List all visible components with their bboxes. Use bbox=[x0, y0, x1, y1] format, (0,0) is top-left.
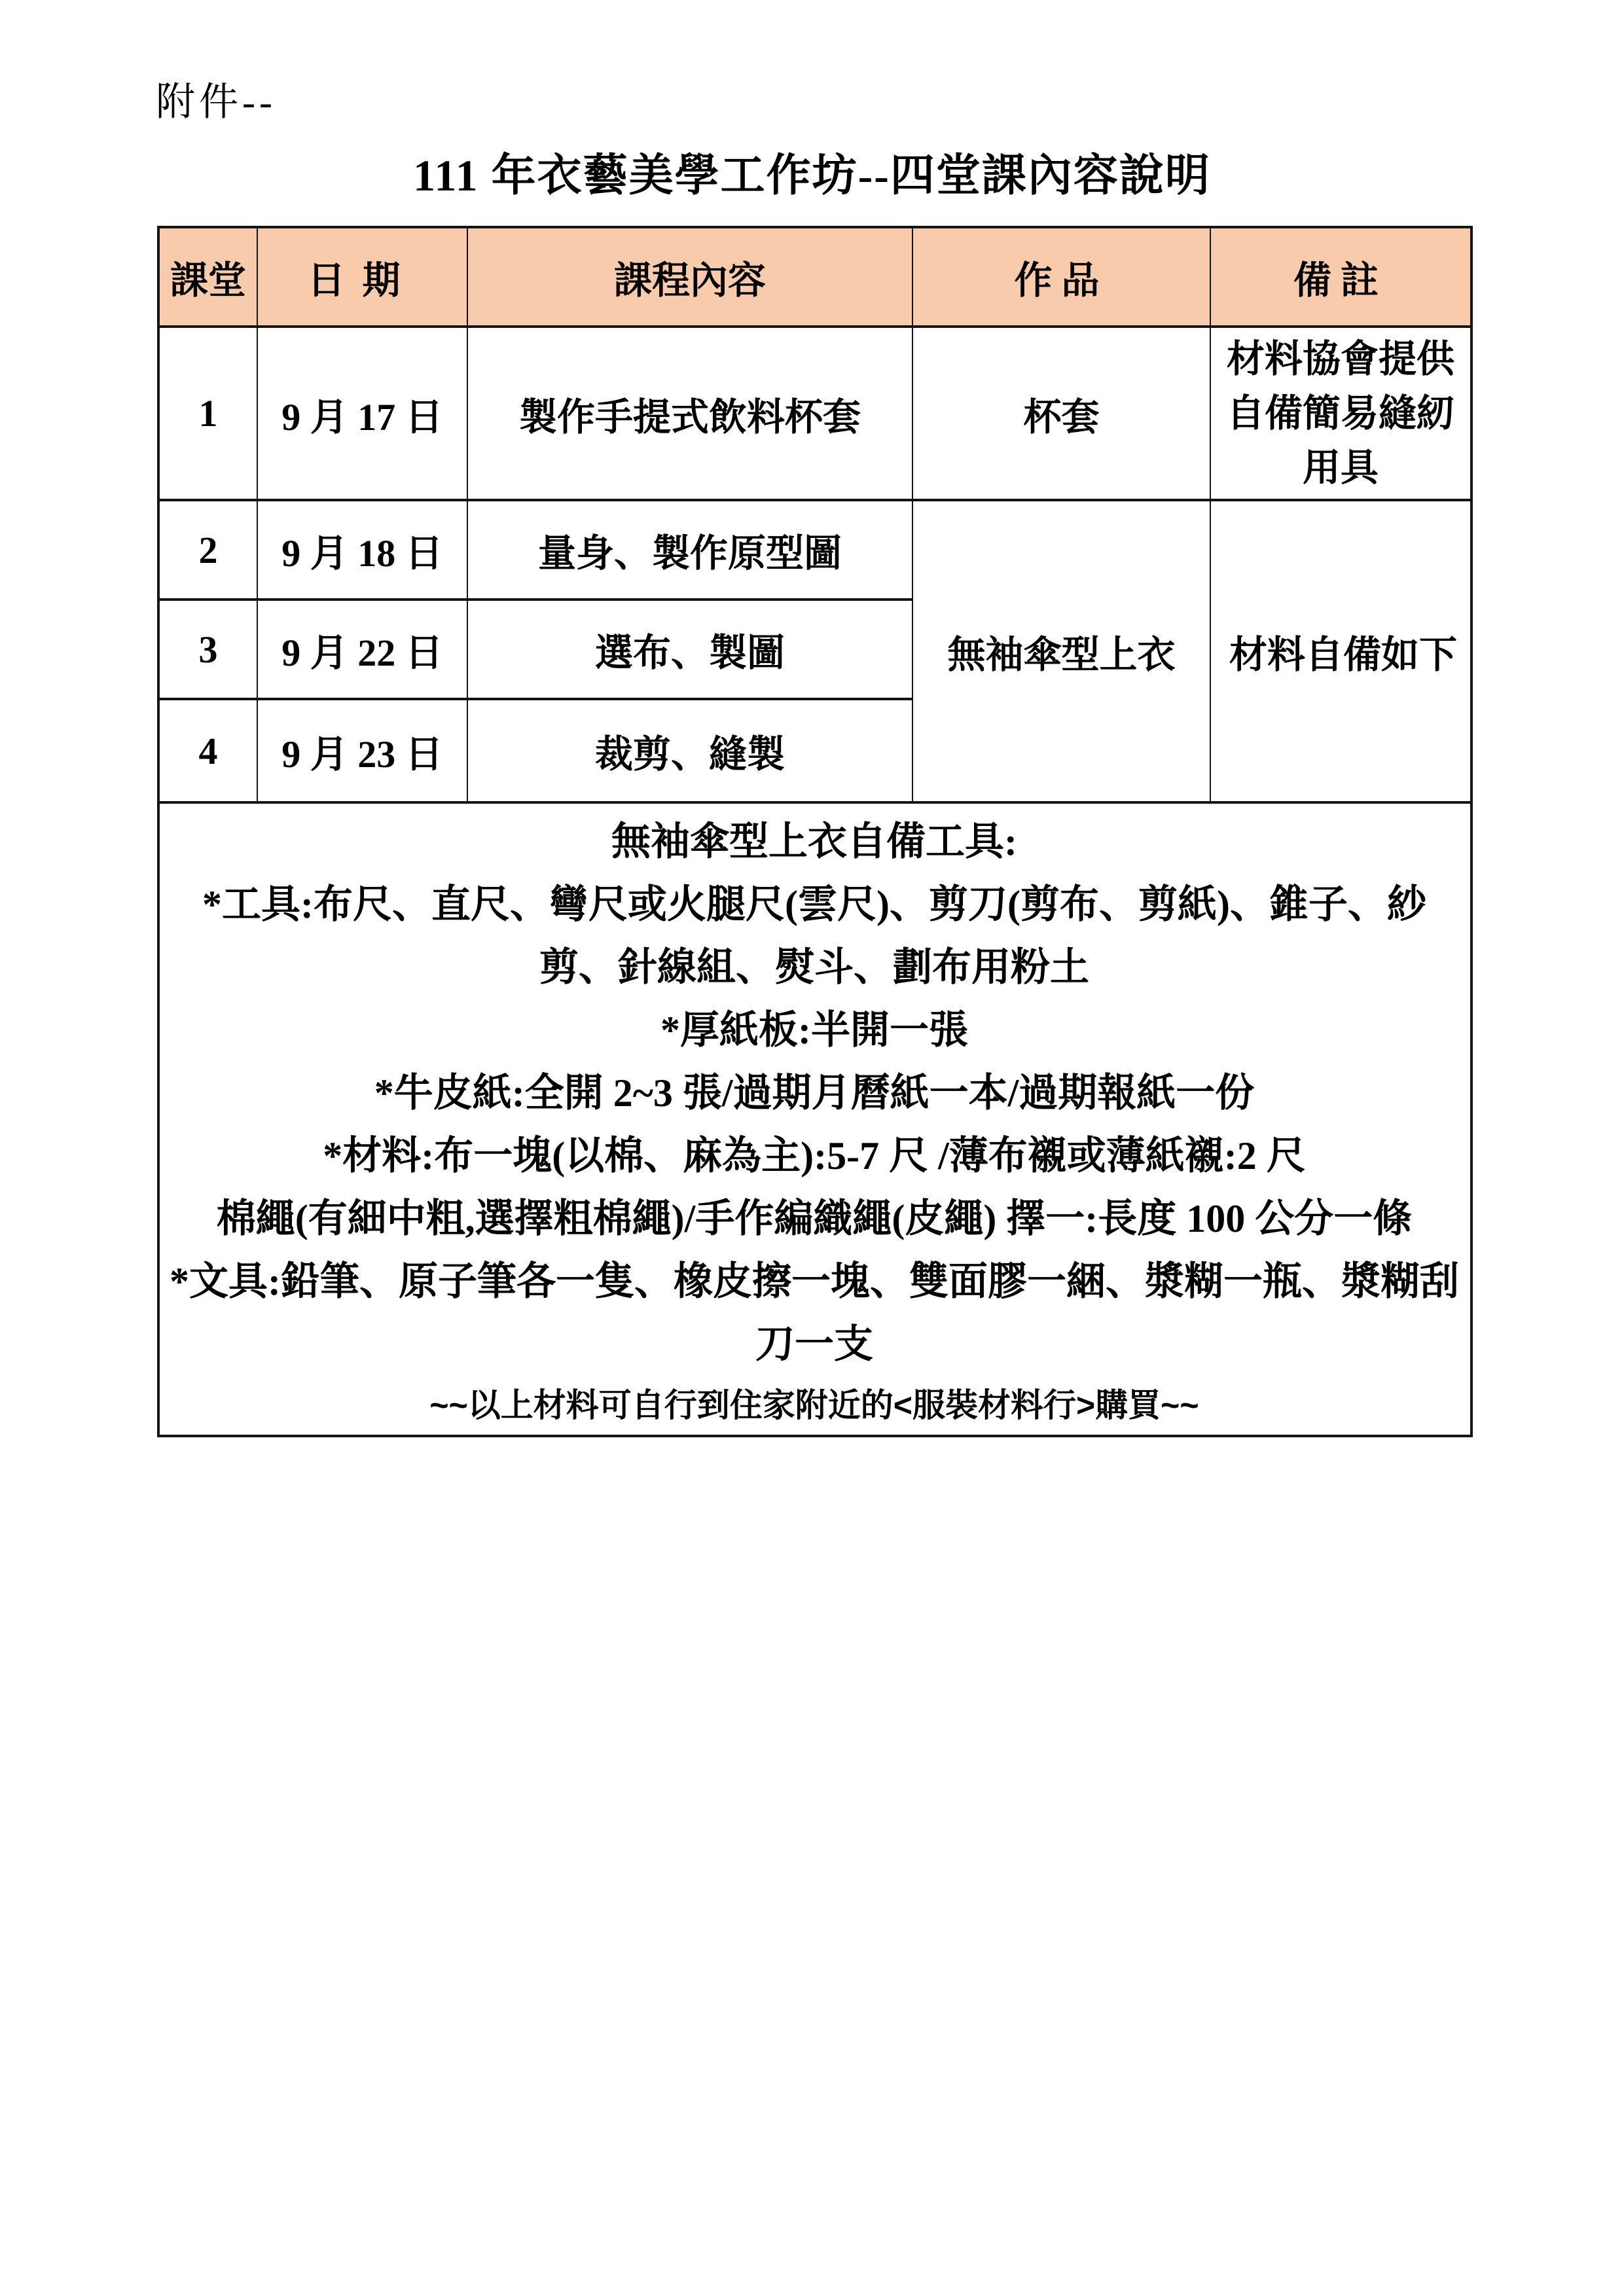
table-footer-row bbox=[158, 802, 1471, 1436]
class-no-cell: 1 bbox=[158, 327, 257, 500]
note-cell: 材料協會提供自備簡易縫紉用具 bbox=[1210, 327, 1471, 500]
table-header-row bbox=[158, 227, 1471, 327]
notes-line: 刀一支 bbox=[755, 1323, 873, 1366]
class-no-cell: 4 bbox=[158, 699, 257, 802]
notes-line: *材料:布一塊(以棉、麻為主):5-7 尺 /薄布襯或薄紙襯:2 尺 bbox=[323, 1134, 1306, 1177]
document-title: 111 年衣藝美學工作坊--四堂課內容說明 bbox=[413, 151, 1211, 200]
header-cell-class-no: 課堂 bbox=[158, 227, 257, 327]
date-cell: 9 月 22 日 bbox=[257, 600, 467, 699]
header-cell-date: 日期 bbox=[257, 227, 467, 327]
merged-note-cell: 材料自備如下 bbox=[1210, 500, 1471, 802]
header-cell-course-content: 課程內容 bbox=[467, 227, 912, 327]
date-cell: 9 月 17 日 bbox=[257, 327, 467, 500]
header-cell-work: 作品 bbox=[912, 227, 1210, 327]
notes-line: 無袖傘型上衣自備工具: bbox=[611, 820, 1017, 863]
notes-purchase-line: ~~以上材料可自行到住家附近的<服裝材料行>購買~~ bbox=[429, 1387, 1199, 1424]
table-row bbox=[158, 327, 1471, 500]
course-content-cell: 量身、製作原型圖 bbox=[467, 500, 912, 600]
materials-notes-cell bbox=[158, 802, 1471, 1436]
course-content-cell: 裁剪、縫製 bbox=[467, 699, 912, 802]
notes-line: 剪、針線組、熨斗、劃布用粉土 bbox=[539, 946, 1089, 989]
date-cell: 9 月 18 日 bbox=[257, 500, 467, 600]
table-row bbox=[158, 500, 1471, 600]
merged-work-cell: 無袖傘型上衣 bbox=[912, 500, 1210, 802]
course-content-cell: 製作手提式飲料杯套 bbox=[467, 327, 912, 500]
workshop-schedule-table bbox=[157, 226, 1473, 1437]
class-no-cell: 3 bbox=[158, 600, 257, 699]
date-cell: 9 月 23 日 bbox=[257, 699, 467, 802]
notes-line: *工具:布尺、直尺、彎尺或火腿尺(雲尺)、剪刀(剪布、剪紙)、錐子、紗 bbox=[202, 883, 1426, 926]
notes-line: *文具:鉛筆、原子筆各一隻、橡皮擦一塊、雙面膠一綑、漿糊一瓶、漿糊刮 bbox=[170, 1260, 1459, 1303]
work-cell: 杯套 bbox=[912, 327, 1210, 500]
header-cell-note: 備註 bbox=[1210, 227, 1471, 327]
attachment-label: 附件-- bbox=[156, 81, 276, 124]
course-content-cell: 選布、製圖 bbox=[467, 600, 912, 699]
notes-line: *厚紙板:半開一張 bbox=[660, 1009, 968, 1052]
notes-line: 棉繩(有細中粗,選擇粗棉繩)/手作編織繩(皮繩) 擇一:長度 100 公分一條 bbox=[216, 1197, 1413, 1240]
class-no-cell: 2 bbox=[158, 500, 257, 600]
notes-line: *牛皮紙:全開 2~3 張/過期月曆紙一本/過期報紙一份 bbox=[374, 1071, 1255, 1115]
